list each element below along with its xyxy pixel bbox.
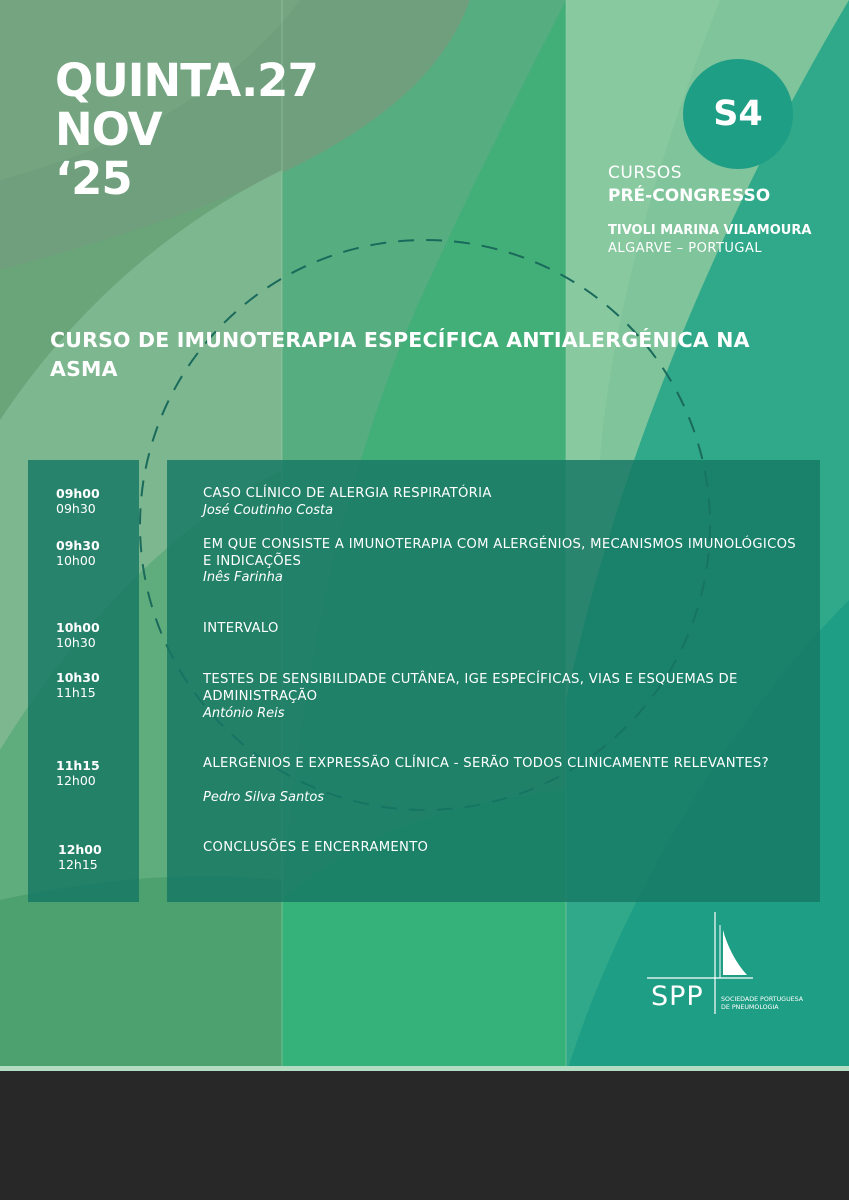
end-time: 09h30 — [56, 501, 96, 516]
logo-subtitle-line2: DE PNEUMOLOGIA — [721, 1004, 779, 1011]
session-title: CASO CLÍNICO DE ALERGIA RESPIRATÓRIA — [203, 486, 492, 501]
speaker-name: José Coutinho Costa — [203, 503, 334, 518]
start-time: 12h00 — [58, 842, 102, 857]
speaker-name: António Reis — [203, 706, 285, 721]
date-year: ‘25 — [55, 152, 132, 205]
start-time: 09h30 — [56, 538, 100, 553]
date-month: NOV — [55, 103, 162, 156]
logo-subtitle-line1: SOCIEDADE PORTUGUESA — [721, 996, 804, 1003]
date-weekday: QUINTA.27 — [55, 54, 318, 107]
end-time: 10h00 — [56, 553, 96, 568]
end-time: 12h15 — [58, 857, 98, 872]
course-title: CURSO DE IMUNOTERAPIA ESPECÍFICA ANTIALERGÉNICA NA ASMA — [50, 328, 750, 381]
session-title: ALERGÉNIOS E EXPRESSÃO CLÍNICA - SERÃO TODOS CLINICAMENTE RELEVANTES? — [203, 756, 769, 771]
logo-text: SPP — [651, 981, 704, 1012]
start-time: 10h00 — [56, 620, 100, 635]
venue: TIVOLI MARINA VILAMOURA — [608, 223, 812, 238]
session-title: INTERVALO — [203, 621, 279, 636]
event-type-line2: PRÉ-CONGRESSO — [608, 186, 771, 206]
speaker-name: Pedro Silva Santos — [203, 790, 325, 805]
session-badge: S4 — [683, 59, 793, 169]
start-time: 09h00 — [56, 486, 100, 501]
speaker-name: Inês Farinha — [203, 570, 283, 585]
start-time: 10h30 — [56, 670, 100, 685]
end-time: 12h00 — [56, 773, 96, 788]
spp-logo — [645, 910, 805, 1020]
session-title: EM QUE CONSISTE A IMUNOTERAPIA COM ALERGÉNIOS, MECANISMOS IMUNOLÓGICOS E INDICAÇÕES — [203, 537, 796, 569]
session-title: TESTES DE SENSIBILIDADE CUTÂNEA, IGE ESPECÍFICAS, VIAS E ESQUEMAS DE ADMINISTRAÇÃO — [203, 672, 738, 704]
session-title: CONCLUSÕES E ENCERRAMENTO — [203, 840, 429, 855]
footer-band — [0, 1071, 849, 1200]
end-time: 11h15 — [56, 685, 96, 700]
location: ALGARVE – PORTUGAL — [608, 241, 763, 256]
event-type-line1: CURSOS — [608, 163, 683, 183]
start-time: 11h15 — [56, 758, 100, 773]
end-time: 10h30 — [56, 635, 96, 650]
